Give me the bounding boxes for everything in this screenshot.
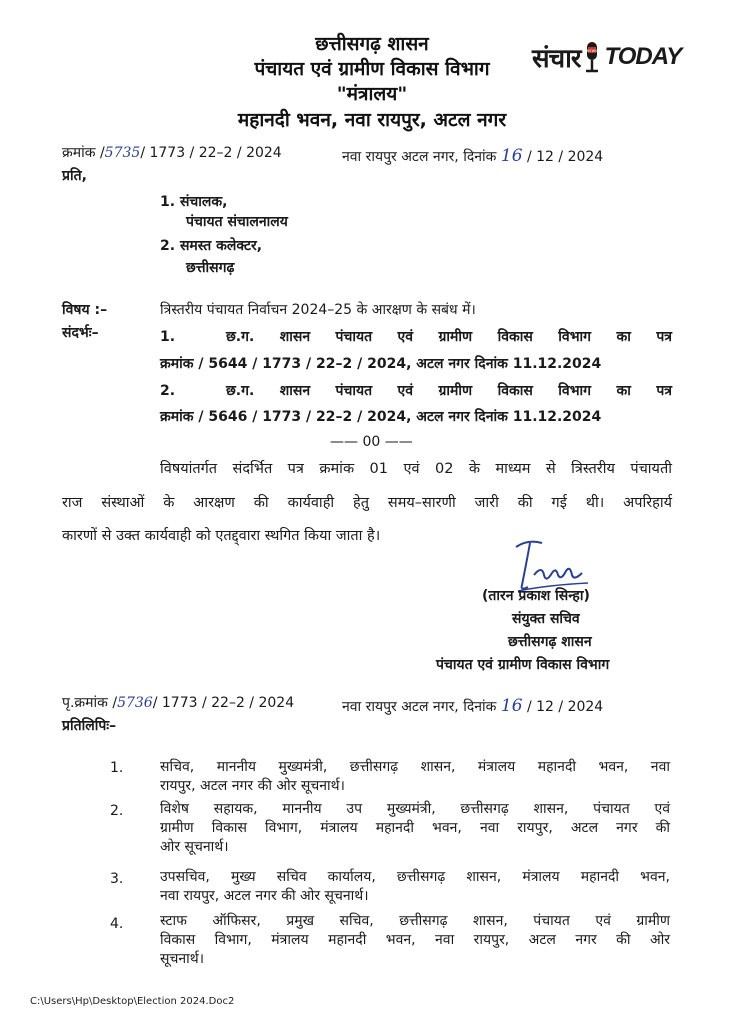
ref-date-rest: / 12 / 2024 xyxy=(526,149,604,165)
recipient-title: संचालक, xyxy=(179,194,228,210)
reference-item-1 xyxy=(160,327,672,346)
body-line1: विषयांतर्गत संदर्भित पत्र क्रमांक 01 एवं 02 के माध्यम से त्रिस्तरीय पंचायती xyxy=(160,461,672,477)
reference-item-2-line2: क्रमांक / 5646 / 1773 / 22–2 / 2024, अटल नगर दिनांक 11.12.2024 xyxy=(160,409,602,425)
reference-num: 1. xyxy=(160,329,176,345)
dept-header-line4: महानदी भवन, नवा रायपुर, अटल नगर xyxy=(237,109,507,131)
copy-line: उपसचिव, मुख्य सचिव कार्यालय, छत्तीसगढ़ शासन, मंत्रालय महानदी भवन, xyxy=(160,869,670,885)
copy-item-4 xyxy=(160,912,670,969)
recipient-title: समस्त कलेक्टर, xyxy=(179,238,263,254)
reference-num: 2. xyxy=(160,383,176,399)
signatory-office2: पंचायत एवं ग्रामीण विकास विभाग xyxy=(436,657,610,673)
copy-num: 1. xyxy=(110,760,124,776)
copy-line: स्टाफ ऑफिसर, प्रमुख सचिव, छत्तीसगढ़ शासन, पंचायत एवं ग्रामीण xyxy=(160,913,670,929)
signatory-office1: छत्तीसगढ़ शासन xyxy=(508,634,592,650)
copy-line: ओर सूचनार्थ। xyxy=(160,839,229,855)
ref-prefix: क्रमांक / xyxy=(62,145,105,161)
endorsement-date xyxy=(342,696,603,716)
copy-num: 4. xyxy=(110,916,124,932)
subject-label: विषय :– xyxy=(62,302,108,318)
copy-line: विकास विभाग, मंत्रालय महानदी भवन, नवा रायपुर, अटल नगर की ओर xyxy=(160,932,670,948)
body-line2: राज संस्थाओं के आरक्षण की कार्यवाही हेतु समय–सारणी जारी की गई थी। अपरिहार्य xyxy=(62,495,672,511)
copy-item-3 xyxy=(160,868,670,906)
dept-header-line1: छत्तीसगढ़ शासन xyxy=(315,33,429,55)
ref-place: नवा रायपुर अटल नगर, दिनांक xyxy=(342,149,497,165)
reference-line1: छ.ग. शासन पंचायत एवं ग्रामीण विकास विभाग का पत्र xyxy=(225,383,673,399)
ref-place: नवा रायपुर अटल नगर, दिनांक xyxy=(342,699,497,715)
dept-header-line3: "मंत्रालय" xyxy=(336,83,408,105)
handwritten-ref-no: 5736 xyxy=(117,695,153,711)
logo-text-part2: TODAY xyxy=(604,43,682,70)
signatory-name: (तारन प्रकाश सिन्हा) xyxy=(482,588,590,604)
reference-label: संदर्भः– xyxy=(62,325,99,341)
reference-item-1-line2: क्रमांक / 5644 / 1773 / 22–2 / 2024, अटल नगर दिनांक 11.12.2024 xyxy=(160,356,602,372)
copy-num: 3. xyxy=(110,871,124,887)
sanchar-today-logo xyxy=(532,40,681,74)
copy-line: सचिव, माननीय मुख्यमंत्री, छत्तीसगढ़ शासन, मंत्रालय महानदी भवन, नवा xyxy=(160,759,670,775)
separator: —— 00 —— xyxy=(330,434,413,450)
ref-rest: / 1773 / 22–2 / 2024 xyxy=(152,695,295,711)
copy-line: नवा रायपुर, अटल नगर की ओर सूचनार्थ। xyxy=(160,888,369,904)
recipient-num: 2. xyxy=(160,238,176,254)
recipient-2 xyxy=(160,236,262,255)
ref-date-rest: / 12 / 2024 xyxy=(526,699,604,715)
handwritten-ref-no: 5735 xyxy=(104,145,141,161)
copy-line: विशेष सहायक, माननीय उप मुख्यमंत्री, छत्तीसगढ़ शासन, पंचायत एवं xyxy=(160,801,670,817)
ref-rest: / 1773 / 22–2 / 2024 xyxy=(140,145,282,161)
copy-line: रायपुर, अटल नगर की ओर सूचनार्थ। xyxy=(160,778,345,794)
body-line3: कारणों से उक्त कार्यवाही को एतद्द्वारा स्थगित किया जाता है। xyxy=(62,528,381,544)
reference-line1: छ.ग. शासन पंचायत एवं ग्रामीण विकास विभाग का पत्र xyxy=(225,329,673,345)
copy-item-2 xyxy=(160,800,670,857)
reference-number xyxy=(62,143,282,162)
file-path: C:\Users\Hp\Desktop\Election 2024.Doc2 xyxy=(30,996,235,1007)
copy-label: प्रतिलिपिः– xyxy=(62,718,117,734)
dept-header-line2: पंचायत एवं ग्रामीण विकास विभाग xyxy=(254,58,490,80)
endorsement-number xyxy=(62,693,294,712)
recipient-1-office: पंचायत संचालनालय xyxy=(186,214,288,230)
copy-item-1 xyxy=(160,758,670,796)
recipient-1 xyxy=(160,192,227,211)
ref-prefix: पृ.क्रमांक / xyxy=(62,695,118,711)
svg-text:NEWS: NEWS xyxy=(587,49,598,53)
copy-line: ग्रामीण विकास विभाग, मंत्रालय महानदी भवन, नवा रायपुर, अटल नगर की xyxy=(160,820,670,836)
logo-text-part1: संचार xyxy=(532,44,581,74)
signatory-designation: संयुक्त सचिव xyxy=(512,611,580,627)
copy-line: सूचनार्थ। xyxy=(160,951,205,967)
recipient-2-office: छत्तीसगढ़ xyxy=(186,260,235,276)
subject-text: त्रिस्तरीय पंचायत निर्वाचन 2024–25 के आरक्षण के सबंध में। xyxy=(160,302,476,318)
to-label: प्रति, xyxy=(62,168,87,184)
reference-item-2 xyxy=(160,381,672,400)
handwritten-day: 16 xyxy=(500,696,523,716)
copy-num: 2. xyxy=(110,803,124,819)
reference-date xyxy=(342,146,603,166)
microphone-icon xyxy=(581,40,603,74)
handwritten-day: 16 xyxy=(500,146,523,166)
recipient-num: 1. xyxy=(160,194,176,210)
